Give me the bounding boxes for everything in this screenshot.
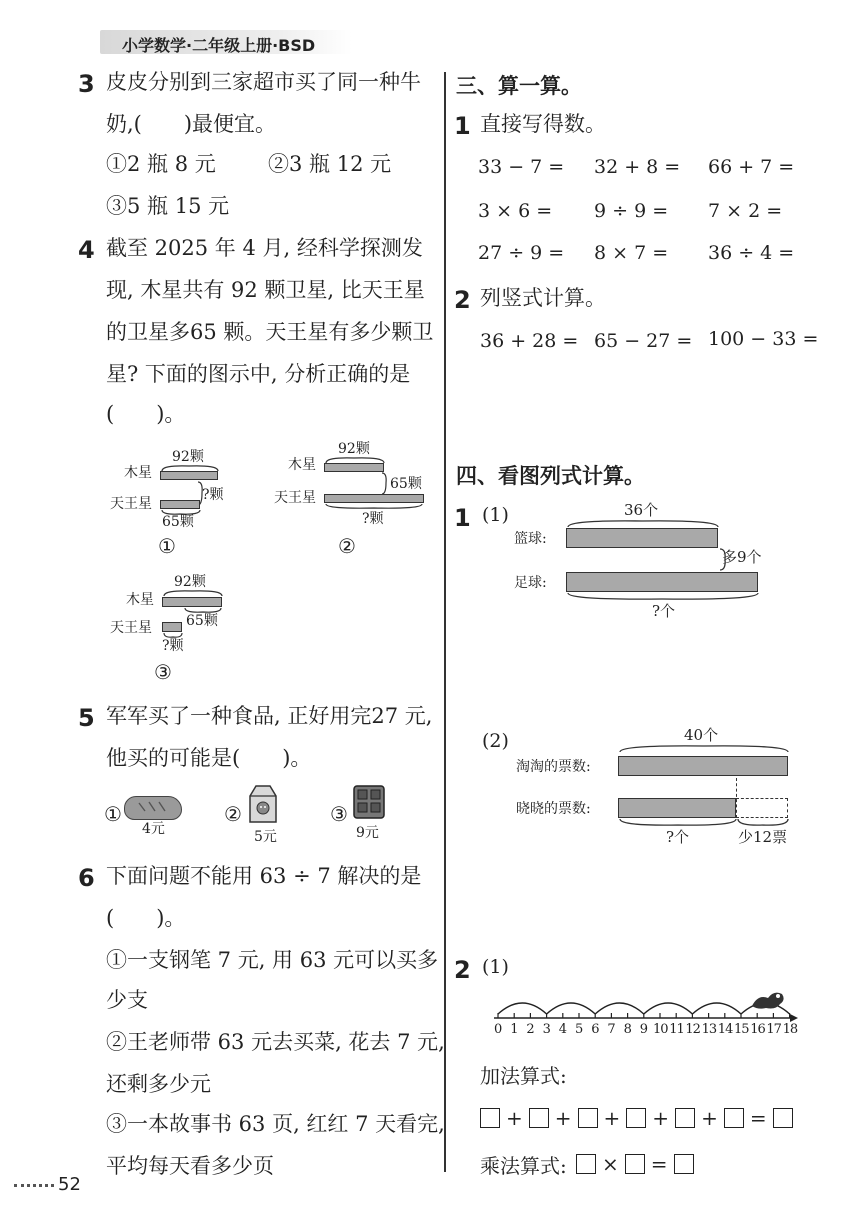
q4-text-line2: 现, 木星共有 92 颗卫星, 比天王星 [106, 278, 425, 302]
s4-p1-label: (1) [482, 504, 509, 526]
q5-opt1-price: 4元 [142, 821, 165, 837]
add-blank-3[interactable] [578, 1108, 598, 1128]
q5-opt1-mark: ① [104, 802, 122, 826]
mul-blank-1[interactable] [576, 1154, 596, 1174]
s4-p2-label: (2) [482, 730, 509, 752]
number-line-tick-label: 11 [669, 1022, 684, 1037]
bread-icon [124, 796, 182, 820]
q3-text-line1: 皮皮分别到三家超市买了同一种牛 [106, 70, 421, 94]
s4-q2-label: (1) [482, 956, 509, 978]
d1-mark: ① [158, 534, 176, 558]
q6-option-1b: 少支 [106, 988, 148, 1012]
p1-basketball-bar [566, 528, 718, 548]
q6-text-line1: 下面问题不能用 63 ÷ 7 解决的是 [106, 864, 422, 888]
number-line-tick-label: 15 [734, 1022, 749, 1037]
add-formula-label: 加法算式: [480, 1064, 567, 1088]
number-line-arrow [790, 1014, 798, 1022]
number-line-jump [644, 1003, 693, 1014]
plus-sign: + [701, 1106, 718, 1130]
d2-mark: ② [338, 534, 356, 558]
d2-top-label: 92颗 [338, 441, 370, 457]
calc-r4c1: 36 + 28 = [480, 330, 579, 352]
page-number: 52 [58, 1174, 81, 1195]
number-line-tick-label: 3 [542, 1022, 551, 1037]
d3-uranus-bar [162, 622, 182, 632]
s3-q2-title: 列竖式计算。 [480, 286, 606, 310]
calc-r2c3: 7 × 2 = [708, 200, 783, 222]
add-blank-1[interactable] [480, 1108, 500, 1128]
equals-sign: = [650, 1152, 668, 1176]
d2-jupiter-bar [324, 463, 384, 472]
number-line-jump [595, 1003, 644, 1014]
number-line-tick-label: 0 [494, 1022, 503, 1037]
mul-formula-label: 乘法算式: [480, 1154, 567, 1178]
d3-top-label: 92颗 [174, 574, 206, 590]
d1-jupiter-label: 木星 [124, 465, 152, 481]
q4-text-line4: 星? 下面的图示中, 分析正确的是 [106, 362, 411, 386]
p1-more-label: 多9个 [722, 548, 762, 566]
add-blank-4[interactable] [626, 1108, 646, 1128]
number-line-tick-label: 12 [685, 1022, 700, 1037]
number-line-jump [692, 1003, 741, 1014]
q6-option-3a: ③一本故事书 63 页, 红红 7 天看完, [106, 1112, 445, 1136]
add-blank-5[interactable] [675, 1108, 695, 1128]
squirrel-icon [748, 986, 788, 1012]
add-blank-2[interactable] [529, 1108, 549, 1128]
calc-r2c2: 9 ÷ 9 = [594, 200, 669, 222]
add-result-blank[interactable] [773, 1108, 793, 1128]
p2-top-label: 40个 [684, 726, 719, 744]
q3-text-line2: 奶,( )最便宜。 [106, 112, 277, 136]
q4-text-line1: 截至 2025 年 4 月, 经科学探测发 [106, 236, 423, 260]
p2-q-label: ?个 [666, 828, 690, 846]
p2-taotao-bar [618, 756, 788, 776]
plus-sign: + [652, 1106, 670, 1130]
q6-text-line2: ( )。 [106, 906, 186, 930]
d2-65-label: 65颗 [390, 476, 422, 492]
number-line-tick-label: 16 [750, 1022, 765, 1037]
d1-uranus-label: 天王星 [110, 496, 152, 512]
q5-opt3-price: 9元 [356, 825, 379, 841]
s3-q1-number: 1 [454, 112, 471, 140]
d1-top-label: 92颗 [172, 449, 204, 465]
s4-q2-number: 2 [454, 956, 471, 984]
q6-number: 6 [78, 864, 95, 892]
s3-q2-number: 2 [454, 286, 471, 314]
number-line-tick-label: 9 [639, 1022, 649, 1037]
p2-taotao-label: 淘淘的票数: [516, 759, 591, 775]
d3-uranus-label: 天王星 [110, 620, 152, 636]
q4-text-line3: 的卫星多65 颗。天王星有多少颗卫 [106, 320, 434, 344]
q3-number: 3 [78, 70, 95, 98]
q4-number: 4 [78, 236, 95, 264]
q6-option-1a: ①一支钢笔 7 元, 用 63 元可以买多 [106, 948, 439, 972]
d1-bottom-label: 65颗 [162, 514, 194, 530]
d2-uranus-label: 天王星 [274, 490, 316, 506]
s3-q1-title: 直接写得数。 [480, 112, 606, 136]
q5-number: 5 [78, 704, 95, 732]
s4-q1-number: 1 [454, 504, 471, 532]
p2-less-label: 少12票 [738, 828, 788, 846]
d3-q-label: ?颗 [162, 638, 184, 654]
number-line-tick-label: 2 [526, 1022, 535, 1037]
calc-r3c2: 8 × 7 = [594, 242, 669, 264]
p1-top-label: 36个 [624, 501, 659, 519]
column-divider [444, 72, 446, 1172]
calc-r4c2: 65 − 27 = [594, 330, 693, 352]
p2-dashed-extension [736, 798, 788, 818]
p2-xiaoxiao-bar [618, 798, 736, 818]
number-line-tick-label: 6 [591, 1022, 600, 1037]
number-line-tick-label: 7 [607, 1022, 616, 1037]
milk-carton-icon [246, 784, 278, 824]
d1-uranus-bar [160, 500, 200, 509]
q4-text-line5: ( )。 [106, 402, 186, 426]
section3-title: 三、算一算。 [456, 74, 582, 98]
section4-title: 四、看图列式计算。 [456, 464, 645, 488]
number-line-jump [498, 1003, 547, 1014]
mul-result-blank[interactable] [674, 1154, 694, 1174]
d1-q-label: ?颗 [202, 487, 224, 503]
d3-jupiter-label: 木星 [126, 592, 154, 608]
number-line-tick-label: 17 [766, 1022, 781, 1037]
plus-sign: + [554, 1106, 572, 1130]
d1-jupiter-bar [160, 471, 218, 480]
number-line-tick-label: 10 [653, 1022, 668, 1037]
calc-r1c1: 33 − 7 = [478, 156, 565, 178]
calc-r4c3: 100 − 33 = [708, 328, 819, 350]
d3-jupiter-bar [162, 597, 222, 607]
p1-basketball-label: 篮球: [514, 531, 547, 547]
p2-dashed-divider [736, 778, 737, 818]
d2-jupiter-label: 木星 [288, 457, 316, 473]
mul-blank-2[interactable] [625, 1154, 645, 1174]
q5-opt2-mark: ② [224, 802, 242, 826]
add-formula-row [480, 1106, 793, 1130]
number-line-tick-label: 8 [623, 1022, 632, 1037]
q5-text-line1: 军军买了一种食品, 正好用完27 元, [106, 704, 433, 728]
number-line-tick-label: 13 [701, 1022, 717, 1037]
d3-mark: ③ [154, 660, 172, 684]
q6-option-2b: 还剩多少元 [106, 1072, 211, 1096]
calc-r1c3: 66 + 7 = [708, 156, 795, 178]
q5-opt2-price: 5元 [254, 829, 277, 845]
calc-r3c1: 27 ÷ 9 = [478, 242, 565, 264]
plus-sign: + [506, 1106, 523, 1130]
q5-opt3-mark: ③ [330, 802, 348, 826]
q5-text-line2: 他买的可能是( )。 [106, 746, 312, 770]
number-line-jump [547, 1003, 596, 1014]
chocolate-icon [352, 784, 386, 820]
number-line-tick-label: 5 [575, 1022, 584, 1037]
p1-football-label: 足球: [514, 575, 547, 591]
p1-football-bar [566, 572, 758, 592]
number-line-tick-label: 4 [558, 1022, 568, 1037]
equals-sign: = [749, 1106, 767, 1130]
calc-r1c2: 32 + 8 = [594, 156, 681, 178]
calc-r3c3: 36 ÷ 4 = [708, 242, 795, 264]
mul-formula-row [576, 1152, 694, 1176]
q6-option-3b: 平均每天看多少页 [106, 1154, 274, 1178]
d3-65-label: 65颗 [186, 613, 218, 629]
calc-r2c1: 3 × 6 = [478, 200, 553, 222]
plus-sign: + [603, 1106, 621, 1130]
q3-option-2: ②3 瓶 12 元 [268, 152, 392, 176]
d2-q-label: ?颗 [362, 511, 384, 527]
footer-decoration [14, 1184, 54, 1188]
q6-option-2a: ②王老师带 63 元去买菜, 花去 7 元, [106, 1030, 445, 1054]
q3-option-3: ③5 瓶 15 元 [106, 194, 230, 218]
number-line-tick-label: 14 [717, 1022, 733, 1037]
number-line-tick-label: 18 [782, 1022, 798, 1037]
number-line-tick-label: 1 [510, 1022, 519, 1037]
times-sign: × [602, 1152, 619, 1176]
q3-option-1: ①2 瓶 8 元 [106, 152, 216, 176]
d2-uranus-bar [324, 494, 424, 503]
add-blank-6[interactable] [724, 1108, 744, 1128]
p1-q-label: ?个 [652, 602, 676, 620]
header-title: 小学数学·二年级上册·BSD [122, 36, 316, 55]
p2-xiaoxiao-label: 晓晓的票数: [516, 801, 591, 817]
